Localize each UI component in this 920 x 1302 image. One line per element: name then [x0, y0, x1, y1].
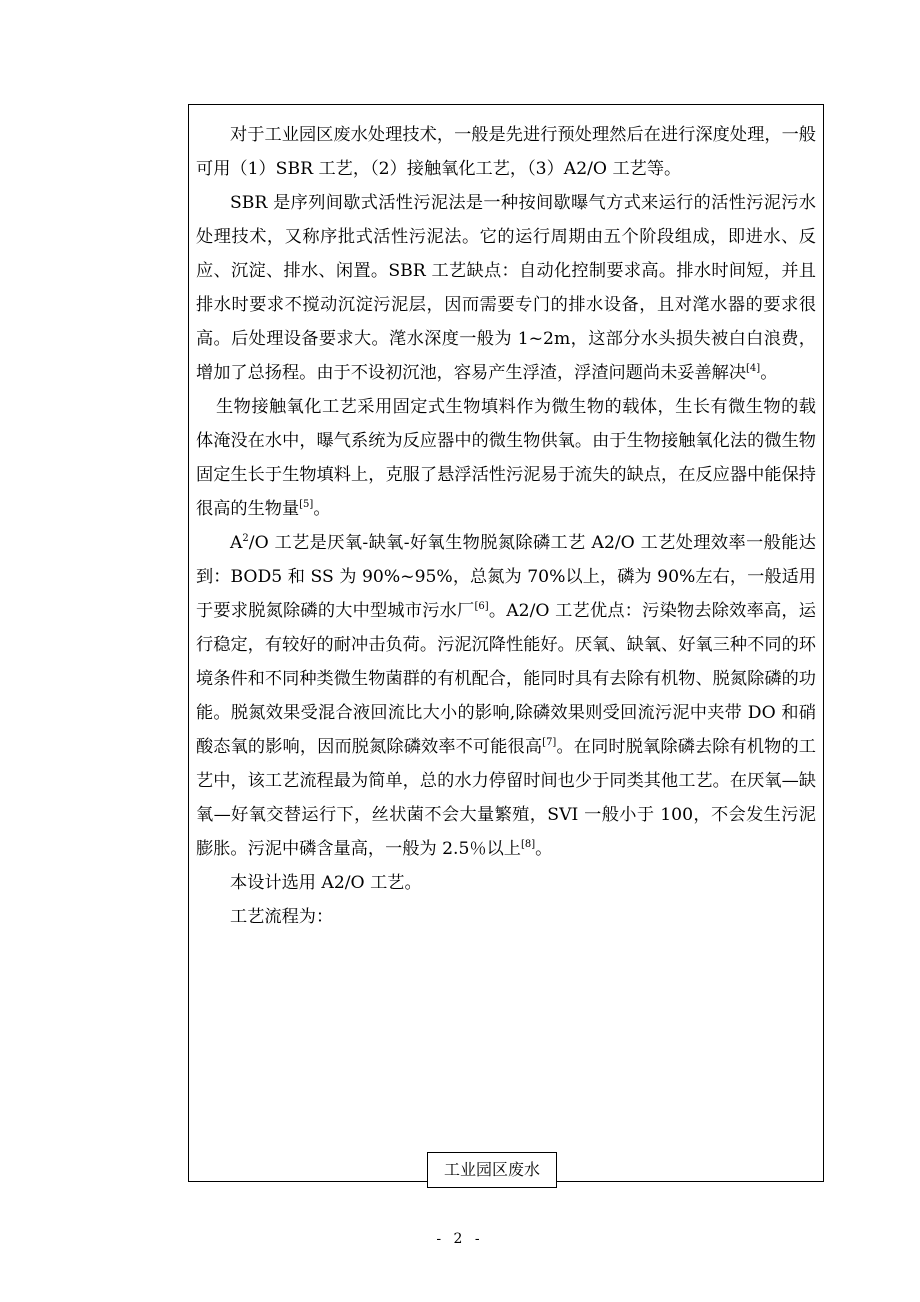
paragraph-text: 。在同时脱氧除磷去除有机物的工艺中，该工艺流程最为简单，总的水力停留时间也少于同类其他工艺。在厌氧—缺氧—好氧交替运行下，丝状菌不会大量繁殖，SVI 一般小于 100，不会发生污泥膨胀。污泥中磷含量高，一般为 2.5％以上 — [196, 737, 816, 859]
citation-ref: [8] — [521, 839, 536, 850]
document-body — [196, 118, 816, 934]
paragraph-text: SBR 是序列间歇式活性污泥法是一种按间歇曝气方式来运行的活性污泥污水处理技术，又称序批式活性污泥法。它的运行周期由五个阶段组成，即进水、反应、沉淀、排水、闲置。SBR 工艺缺点：自动化控制要求高。排水时间短，并且排水时要求不搅动沉淀污泥层，因而需要专门的排水设备，且对滗水器的要求很高。后处理设备要求大。滗水深度一般为 1~2m，这部分水头损失被白白浪费，增加了总扬程。由于不设初沉池，容易产生浮渣，浮渣问题尚未妥善解决 — [196, 193, 816, 383]
paragraph-sbr — [196, 186, 816, 390]
paragraph-a2o — [196, 526, 816, 866]
paragraph-flow-intro — [196, 900, 816, 934]
superscript-two: 2 — [242, 533, 249, 544]
citation-ref: [5] — [299, 499, 314, 510]
paragraph-text: 工艺流程为： — [230, 907, 334, 927]
paragraph-text: 。A2/O 工艺优点：污染物去除效率高，运行稳定，有较好的耐冲击负荷。污泥沉降性能好。厌氧、缺氧、好氧三种不同的环境条件和不同种类微生物菌群的有机配合，能同时具有去除有机物、脱氮除磷的功能。脱氮效果受混合液回流比大小的影响,除磷效果则受回流污泥中夹带 DO 和硝酸态氧的影响，因而脱氮除磷效率不可能很高 — [196, 601, 816, 757]
paragraph-selection — [196, 866, 816, 900]
paragraph-text: /O 工艺是厌氧-缺氧-好氧生物脱氮除磷工艺 A2/O 工艺处理效率一般能达到：BOD5 和 SS 为 90%~95%，总氮为 70%以上，磷为 90%左右，一般适用于要求脱氮除磷的大中型城市污水厂 — [196, 533, 816, 621]
paragraph-intro — [196, 118, 816, 186]
citation-ref: [4] — [746, 363, 761, 374]
paragraph-text: A — [230, 533, 243, 553]
citation-ref: [6] — [474, 601, 489, 612]
paragraph-text: 对于工业园区废水处理技术，一般是先进行预处理然后在进行深度处理，一般可用（1）SBR 工艺，（2）接触氧化工艺，（3）A2/O 工艺等。 — [196, 125, 816, 179]
citation-ref: [7] — [542, 737, 557, 748]
page-number: - 2 - — [436, 1231, 484, 1247]
paragraph-text: 本设计选用 A2/O 工艺。 — [230, 873, 422, 893]
paragraph-text: 。 — [760, 363, 778, 383]
paragraph-text: 。 — [535, 839, 553, 859]
paragraph-text: 。 — [313, 499, 331, 519]
flowchart-box-industrial-wastewater: 工业园区废水 — [427, 1152, 557, 1188]
paragraph-text: 生物接触氧化工艺采用固定式生物填料作为微生物的载体，生长有微生物的载体淹没在水中，曝气系统为反应器中的微生物供氧。由于生物接触氧化法的微生物固定生长于生物填料上，克服了悬浮活性污泥易于流失的缺点，在反应器中能保持很高的生物量 — [196, 397, 816, 519]
paragraph-contact-oxidation — [196, 390, 816, 526]
